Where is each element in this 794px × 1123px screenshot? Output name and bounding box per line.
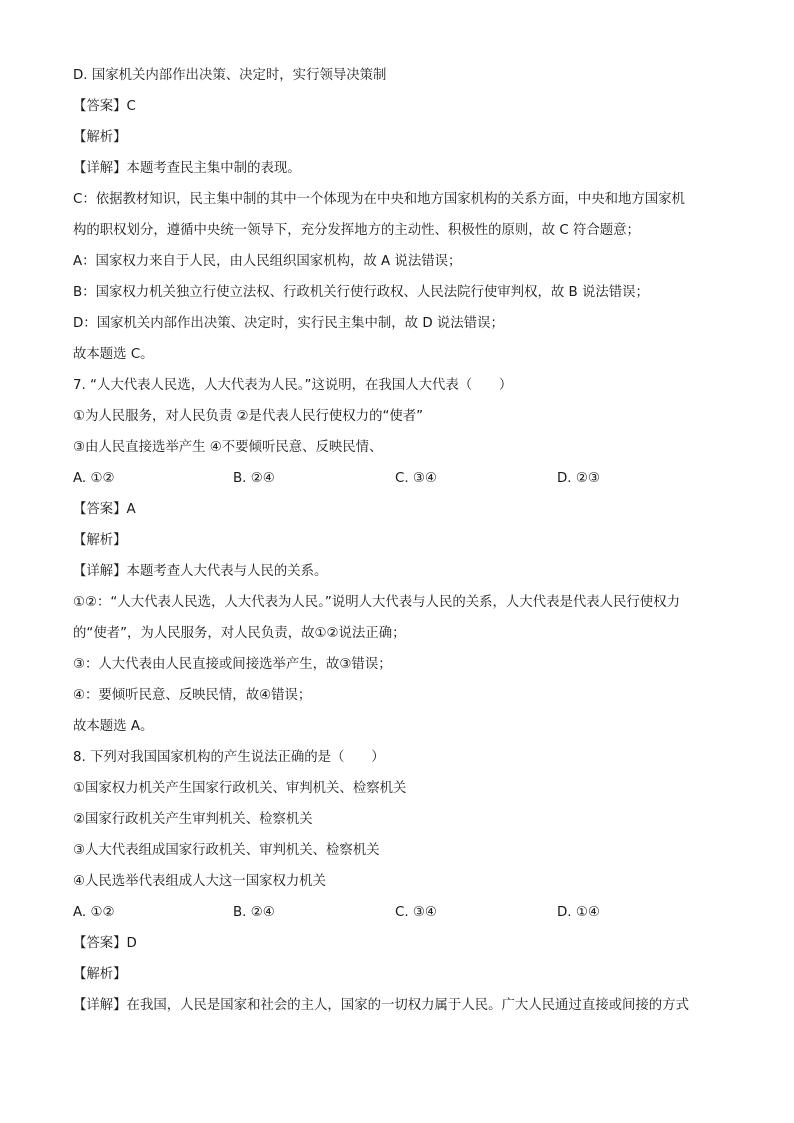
explain-6-c-line1: C：依据教材知识，民主集中制的其中一个体现为在中央和地方国家机构的关系方面，中央和地方国家机 <box>73 192 685 207</box>
question-8-option-c: C. ③④ <box>395 905 437 920</box>
analysis-8-heading: 【解析】 <box>73 967 127 982</box>
analysis-6-heading: 【解析】 <box>73 130 127 145</box>
document-page <box>73 60 733 1021</box>
question-7-statements-2: ③由人民直接选举产生 ④不要倾听民意、反映民情、 <box>73 440 383 455</box>
explain-6-c-line2: 构的职权划分，遵循中央统一领导下，充分发挥地方的主动性、积极性的原则，故 C 符合题意； <box>73 223 640 238</box>
detail-8: 【详解】在我国，人民是国家和社会的主人，国家的一切权力属于人民。广大人民通过直接或间接的方式 <box>73 998 689 1013</box>
question-7-option-a: A. ①② <box>73 471 115 486</box>
explain-7-4: ④：要倾听民意、反映民情，故④错误； <box>73 688 312 703</box>
question-7-option-c: C. ③④ <box>395 471 437 486</box>
explain-6-d: D：国家机关内部作出决策、决定时，实行民主集中制，故 D 说法错误； <box>73 316 504 331</box>
detail-6: 【详解】本题考查民主集中制的表现。 <box>73 161 301 176</box>
detail-7: 【详解】本题考查人大代表与人民的关系。 <box>73 564 328 579</box>
question-7-statements-1: ①为人民服务，对人民负责 ②是代表人民行使权力的“使者” <box>73 409 424 424</box>
question-8-statement-3: ③人大代表组成国家行政机关、审判机关、检察机关 <box>73 843 380 858</box>
question-7-option-d: D. ②③ <box>557 471 600 486</box>
analysis-7-heading: 【解析】 <box>73 533 127 548</box>
question-8-stem: 8. 下列对我国国家机构的产生说法正确的是（ ） <box>73 750 385 765</box>
explain-7-12-line2: 的“使者”，为人民服务，对人民负责，故①②说法正确； <box>73 626 406 641</box>
explain-7-12-line1: ①②：“人大代表人民选，人大代表为人民。”说明人大代表与人民的关系，人大代表是代表人民行使权力 <box>73 595 680 610</box>
explain-6-a: A：国家权力来自于人民，由人民组织国家机构，故 A 说法错误； <box>73 254 462 269</box>
answer-8: 【答案】D <box>73 936 137 951</box>
question-7-stem: 7. “人大代表人民选，人大代表为人民。”这说明，在我国人大代表（ ） <box>73 378 513 393</box>
question-7-option-b: B. ②④ <box>233 471 275 486</box>
explain-7-3: ③：人大代表由人民直接或间接选举产生，故③错误； <box>73 657 392 672</box>
question-8-statement-1: ①国家权力机关产生国家行政机关、审判机关、检察机关 <box>73 781 407 796</box>
question-8-option-b: B. ②④ <box>233 905 275 920</box>
question-8-statement-2: ②国家行政机关产生审判机关、检察机关 <box>73 812 313 827</box>
answer-6: 【答案】C <box>73 99 136 114</box>
conclusion-7: 故本题选 A。 <box>73 719 154 734</box>
question-8-options <box>73 897 733 928</box>
question-8-statement-4: ④人民选举代表组成人大这一国家权力机关 <box>73 874 327 889</box>
question-7-options <box>73 463 733 494</box>
question-6-option-d: D. 国家机关内部作出决策、决定时，实行领导决策制 <box>73 68 387 83</box>
conclusion-6: 故本题选 C。 <box>73 347 154 362</box>
question-8-option-d: D. ①④ <box>557 905 600 920</box>
explain-6-b: B：国家权力机关独立行使立法权、行政机关行使行政权、人民法院行使审判权，故 B 说法错误； <box>73 285 649 300</box>
answer-7: 【答案】A <box>73 502 136 517</box>
question-8-option-a: A. ①② <box>73 905 115 920</box>
